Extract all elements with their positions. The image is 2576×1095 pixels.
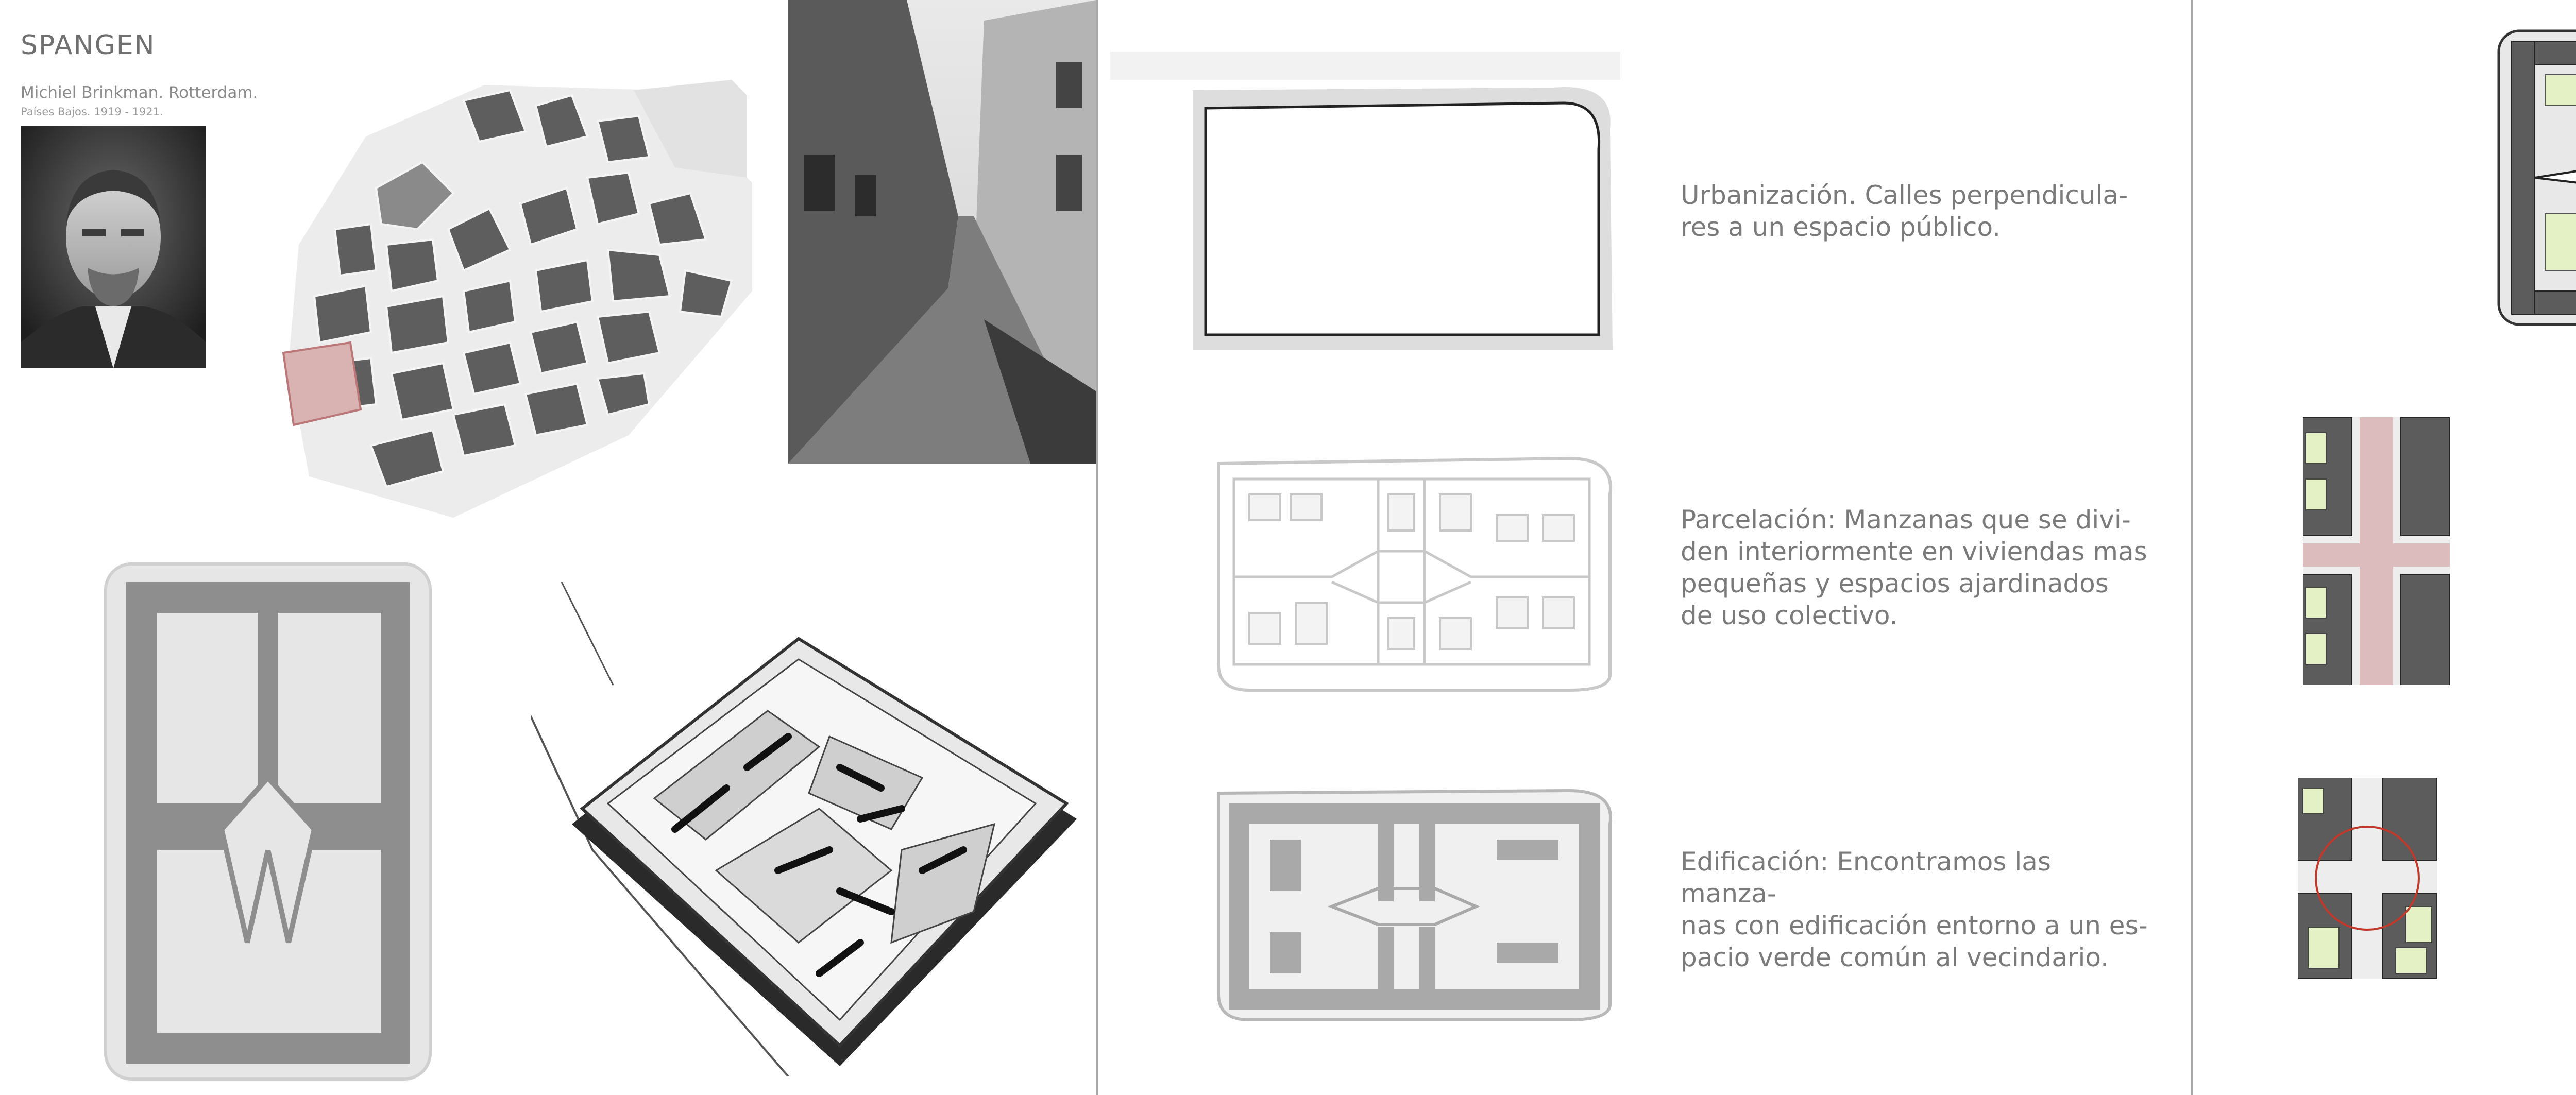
urbanizacion-diagram [1110, 52, 1620, 355]
parcelacion-diagram [1208, 448, 1620, 695]
place-dates-caption: Países Bajos. 1919 - 1921. [21, 106, 163, 118]
colored-site-plan [2496, 28, 2576, 327]
caption-line: Urbanización. Calles perpendicula- [1681, 180, 2128, 210]
caption-line: Edificación: Encontramos las manza- [1681, 847, 2051, 909]
caption-line: de uso colectivo. [1681, 601, 1898, 630]
axonometric-drawing [531, 582, 1087, 1076]
detail-intersection-1 [2298, 778, 2437, 979]
detail-street-plan-1 [2303, 417, 2450, 685]
panel-divider-right [2191, 0, 2193, 1095]
caption-line: res a un espacio público. [1681, 212, 2001, 242]
caption-urbanizacion [1681, 179, 2155, 243]
district-plan [268, 75, 757, 518]
caption-line: den interiormente en viviendas mas [1681, 537, 2147, 567]
caption-parcelacion [1681, 504, 2155, 631]
caption-line: nas con edificación entorno a un es- [1681, 911, 2148, 940]
architect-caption: Michiel Brinkman. Rotterdam. [21, 83, 258, 102]
caption-line: pacio verde común al vecindario. [1681, 943, 2109, 972]
page-title: SPANGEN [21, 30, 156, 61]
caption-line: pequeñas y espacios ajardinados [1681, 569, 2109, 598]
street-photo [788, 0, 1096, 464]
block-outline-plan [103, 561, 433, 1082]
caption-edificacion [1681, 846, 2155, 973]
architect-portrait-photo [21, 126, 206, 368]
panel-divider-left [1096, 0, 1098, 1095]
edificacion-diagram [1208, 783, 1620, 1025]
caption-line: Parcelación: Manzanas que se divi- [1681, 505, 2131, 535]
